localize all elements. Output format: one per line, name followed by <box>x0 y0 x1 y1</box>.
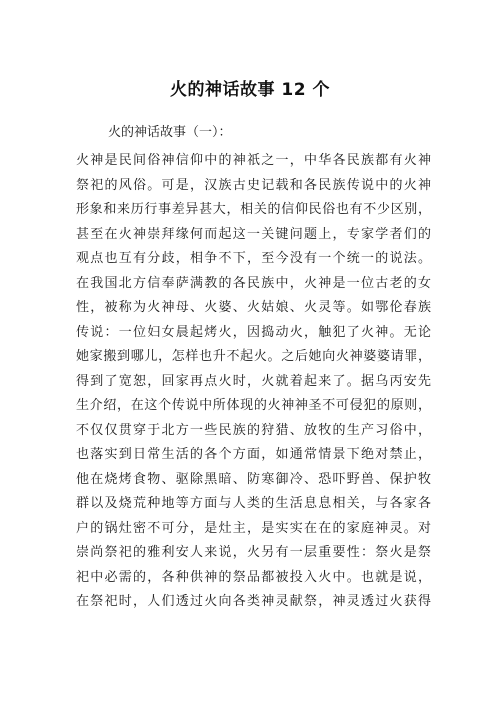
body-line: 观点也互有分歧，相争不下，至今没有一个统一的说法。 <box>76 251 431 266</box>
body-line: 也落实到日常生活的各个方面，如通常情景下绝对禁止， <box>76 447 431 462</box>
body-line: 形象和来历行事差异甚大，相关的信仰民俗也有不少区别， <box>76 202 431 217</box>
body-line: 崇尚祭祀的雅利安人来说，火另有一层重要性：祭火是祭 <box>76 545 431 560</box>
body-text <box>76 149 431 615</box>
body-line: 户的锅灶密不可分，是灶主，是实实在在的家庭神灵。对 <box>76 520 431 536</box>
body-line: 生介绍，在这个传说中所体现的火神神圣不可侵犯的原则， <box>76 398 431 413</box>
section-heading: 火的神话故事（一）： <box>108 125 232 140</box>
body-line: 祭祀的风俗。可是，汉族古史记载和各民族传说中的火神 <box>76 177 431 193</box>
body-line: 火神是民间俗神信仰中的神祇之一，中华各民族都有火神 <box>76 153 431 168</box>
body-line: 他在烧烤食物、驱除黑暗、防寒御冷、恐吓野兽、保护牧 <box>76 471 431 487</box>
body-line: 性，被称为火神母、火婆、火姑娘、火灵等。如鄂伦春族 <box>76 300 431 315</box>
body-line: 得到了宽恕，回家再点火时，火就着起来了。据乌丙安先 <box>76 373 431 389</box>
body-line: 群以及烧荒种地等方面与人类的生活息息相关，与各家各 <box>76 496 431 511</box>
body-line: 她家搬到哪儿，怎样也升不起火。之后她向火神婆婆请罪， <box>76 349 431 364</box>
document-title: 火的神话故事 12 个 <box>170 80 330 100</box>
body-line: 在祭祀时，人们透过火向各类神灵献祭，神灵透过火获得 <box>76 594 431 609</box>
body-line: 传说：一位妇女晨起烤火，因捣动火，触犯了火神。无论 <box>76 324 431 340</box>
body-line: 不仅仅贯穿于北方一些民族的狩猎、放牧的生产习俗中， <box>76 422 431 438</box>
body-line: 在我国北方信奉萨满教的各民族中，火神是一位古老的女 <box>76 275 431 291</box>
body-line: 甚至在火神崇拜缘何而起这一关键问题上，专家学者们的 <box>76 226 431 242</box>
body-line: 祀中必需的，各种供神的祭品都被投入火中。也就是说， <box>76 569 431 585</box>
